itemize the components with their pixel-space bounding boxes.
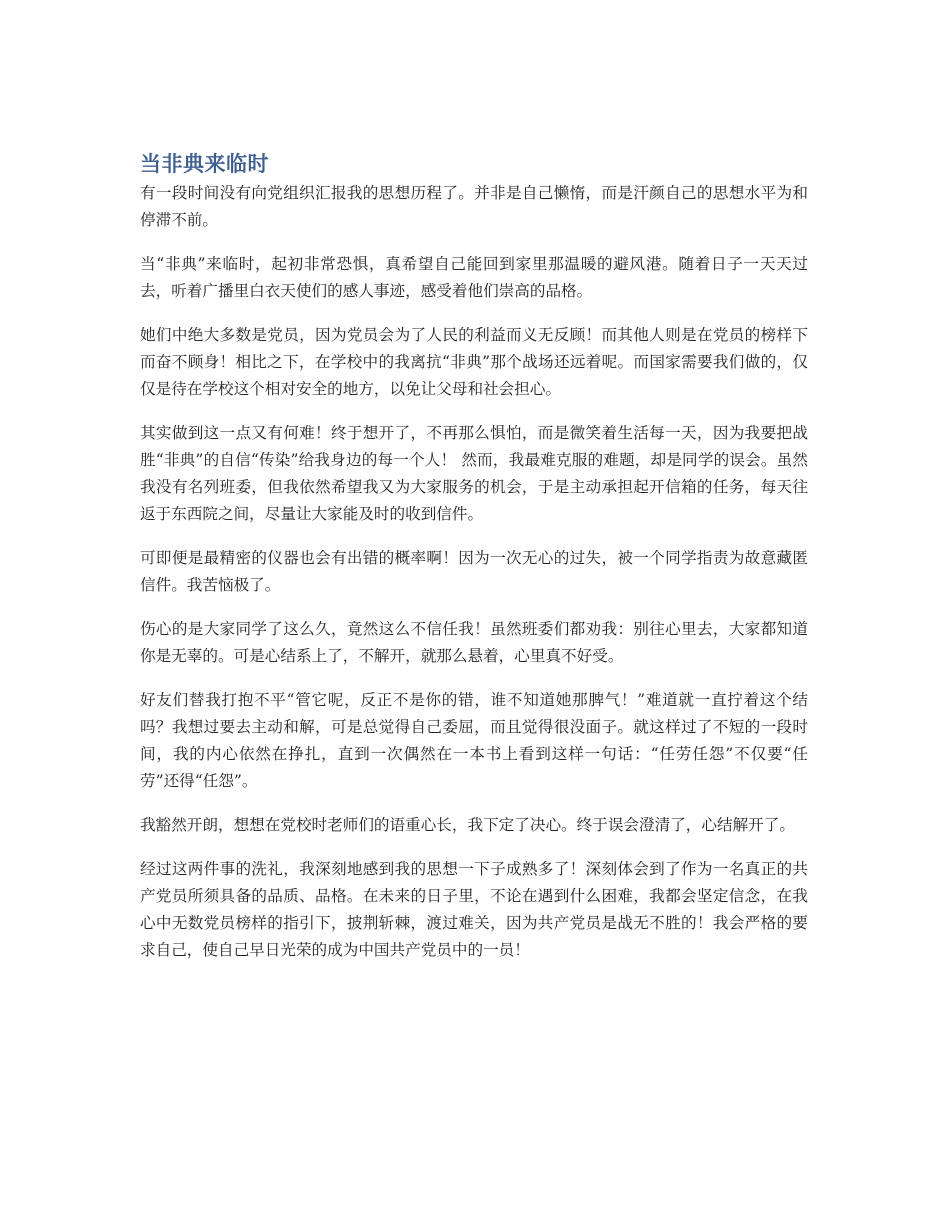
paragraph: 她们中绝大多数是党员，因为党员会为了人民的利益而义无反顾！而其他人则是在党员的榜样下而奋不顾身！相比之下，在学校中的我离抗“非典”那个战场还远着呢。而国家需要我们做的，仅仅是待在学校这个相对安全的地方，以免让父母和社会担心。 [140,326,808,398]
document-title: 当非典来临时 [140,152,269,176]
paragraph: 其实做到这一点又有何难！终于想开了，不再那么惧怕，而是微笑着生活每一天，因为我要把战胜“非典”的自信“传染”给我身边的每一个人！ 然而，我最难克服的难题，却是同学的误会。虽然我没有名列班委，但我依然希望我又为大家服务的机会，于是主动承担起开信箱的任务，每天往返于东西院之间，尽量让大家能及时的收到信件。 [140,424,808,523]
paragraph: 有一段时间没有向党组织汇报我的思想历程了。并非是自己懒惰，而是汗颜自己的思想水平为和停滞不前。 [140,184,808,229]
paragraph: 可即便是最精密的仪器也会有出错的概率啊！因为一次无心的过失，被一个同学指责为故意藏匿信件。我苦恼极了。 [140,549,808,594]
paragraph: 经过这两件事的洗礼，我深刻地感到我的思想一下子成熟多了！深刻体会到了作为一名真正的共产党员所须具备的品质、品格。在未来的日子里，不论在遇到什么困难，我都会坚定信念，在我心中无数党员榜样的指引下，披荆斩棘，渡过难关，因为共产党员是战无不胜的！我会严格的要求自己，使自己早日光荣的成为中国共产党员中的一员！ [140,860,808,959]
document-page [140,150,808,981]
paragraph: 伤心的是大家同学了这么久，竟然这么不信任我！虽然班委们都劝我：别往心里去，大家都知道你是无辜的。可是心结系上了，不解开，就那么悬着，心里真不好受。 [140,620,808,665]
paragraph: 当“非典”来临时，起初非常恐惧，真希望自己能回到家里那温暖的避风港。随着日子一天天过去，听着广播里白衣天使们的感人事迹，感受着他们崇高的品格。 [140,255,808,300]
paragraph: 我豁然开朗，想想在党校时老师们的语重心长，我下定了决心。终于误会澄清了，心结解开了。 [140,816,795,834]
paragraph: 好友们替我打抱不平“管它呢，反正不是你的错，谁不知道她那脾气！”难道就一直拧着这个结吗？我想过要去主动和解，可是总觉得自己委屈，而且觉得很没面子。就这样过了不短的一段时间，我的内心依然在挣扎，直到一次偶然在一本书上看到这样一句话：“任劳任怨”不仅要“任劳”还得“任怨”。 [140,691,808,790]
